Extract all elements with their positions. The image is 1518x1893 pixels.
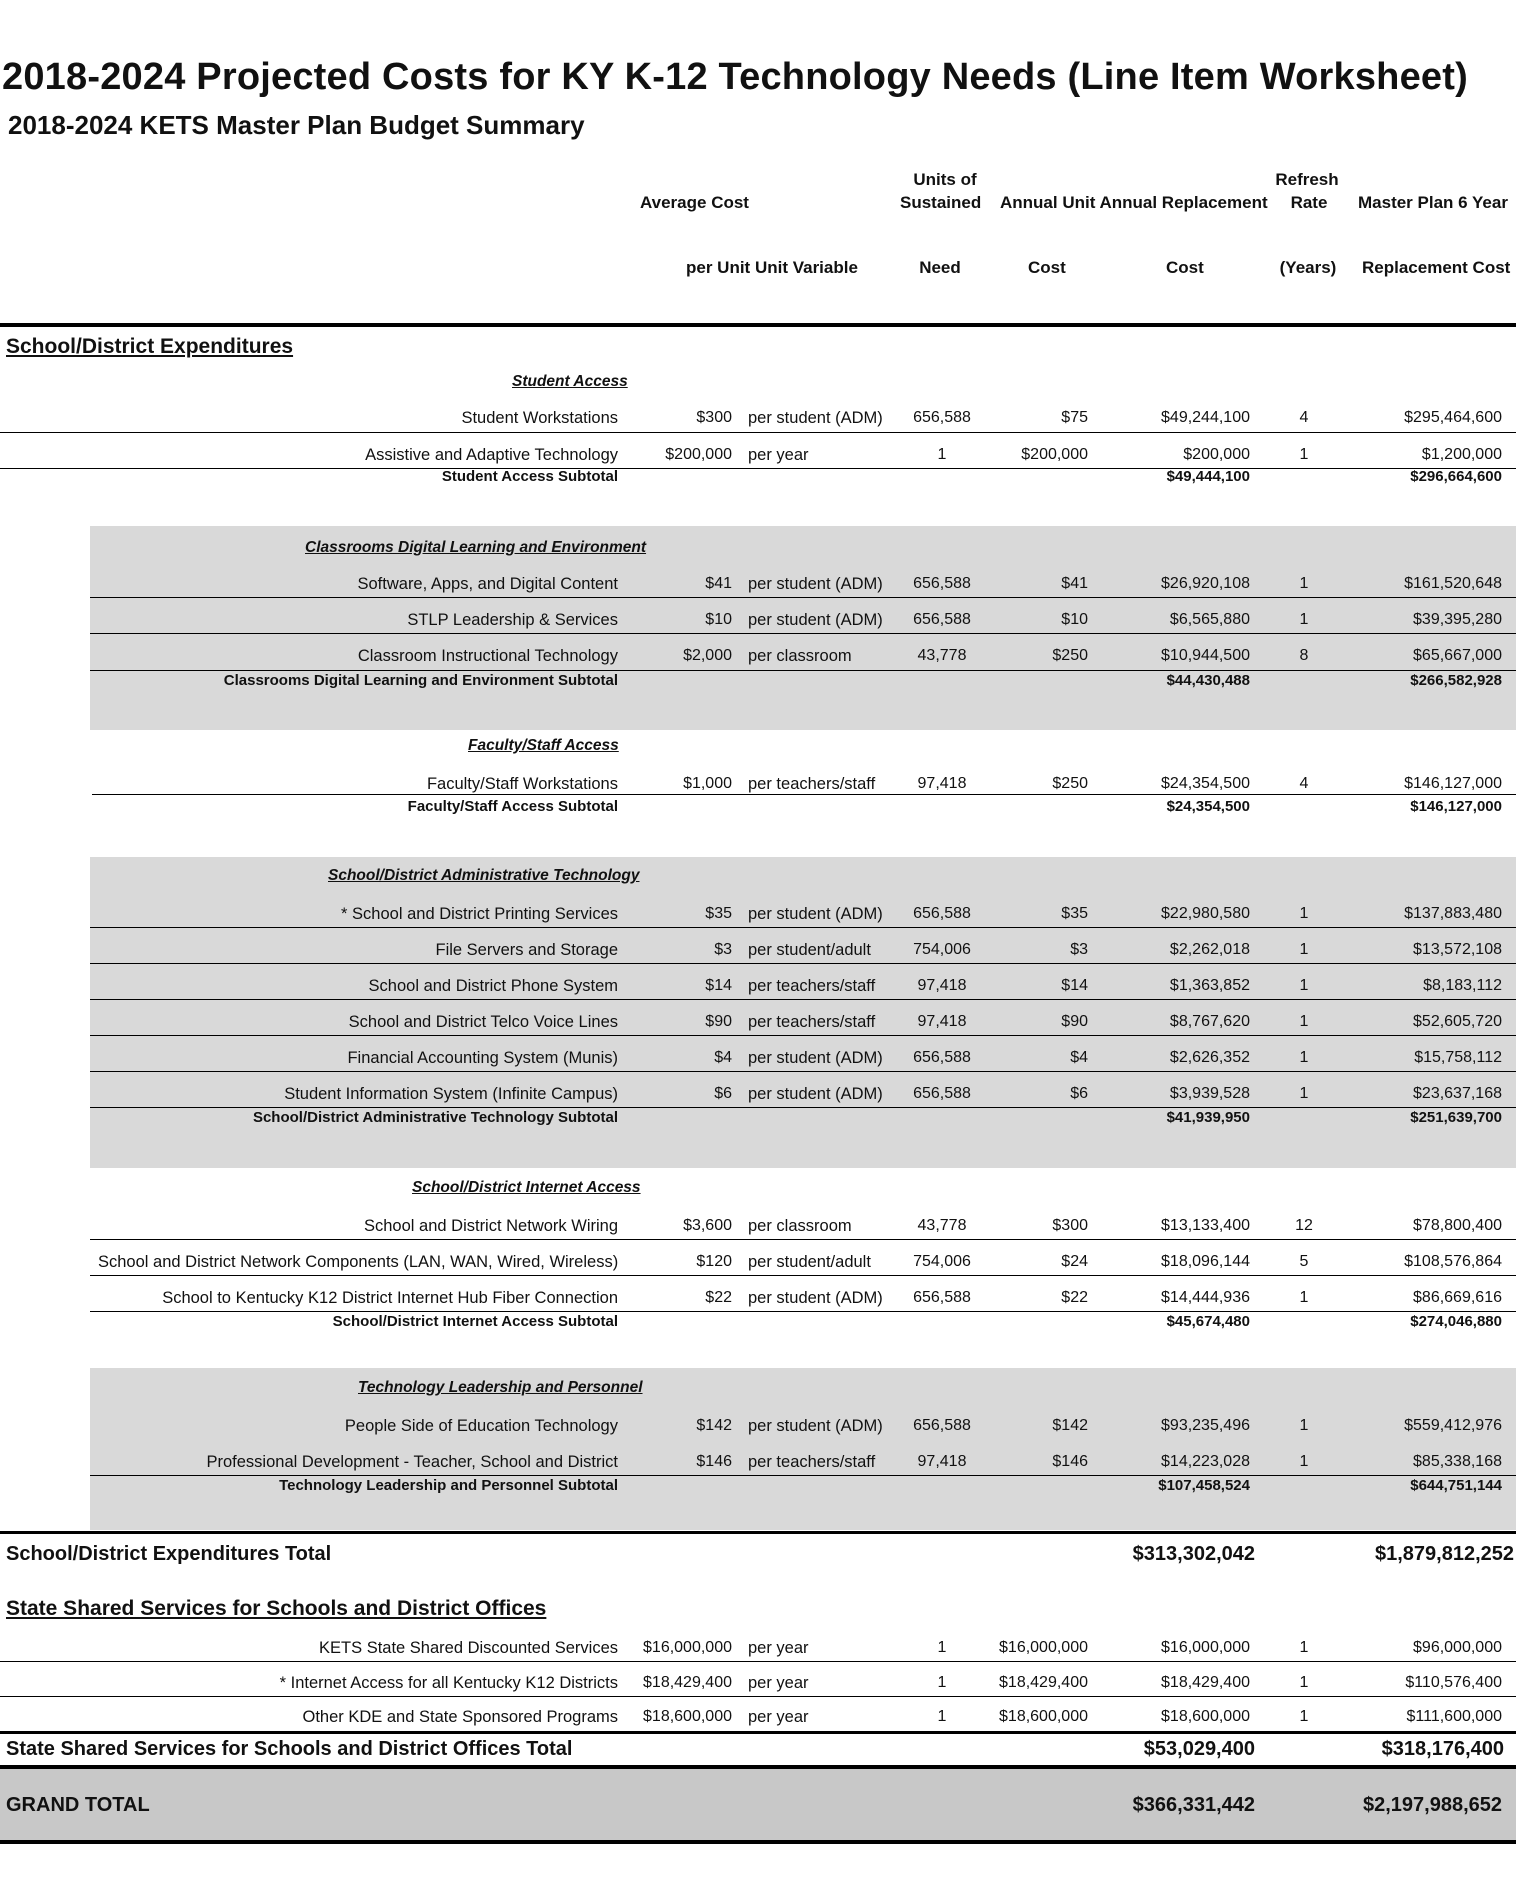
row-professional-development-teacher-school-and-district-label: Professional Development - Teacher, School and District [206, 1453, 618, 1471]
row-school-to-kentucky-k12-district-internet-hub-fiber-connection-annual-replacement-cost: $14,444,936 [1161, 1289, 1250, 1306]
header-refresh-line1: Refresh [1275, 170, 1339, 189]
row-classroom-instructional-technology-unit-variable: per classroom [748, 647, 852, 665]
row-stlp-leadership-services-annual-replacement-cost: $6,565,880 [1169, 611, 1250, 628]
row-faculty-staff-workstations-six-year-cost: $146,127,000 [1404, 775, 1502, 792]
row-faculty-staff-workstations-label: Faculty/Staff Workstations [426, 775, 618, 793]
grand-total-label: GRAND TOTAL [6, 1794, 150, 1816]
row-student-workstations-refresh-rate: 4 [1299, 409, 1309, 426]
row-student-workstations-average-cost: $300 [696, 409, 732, 426]
row-school-to-kentucky-k12-district-internet-hub-fiber-connection-label: School to Kentucky K12 District Internet Hub Fiber Connection [162, 1289, 618, 1307]
row-assistive-and-adaptive-technology-six-year-cost: $1,200,000 [1421, 446, 1502, 463]
state-row-other-kde-and-state-sponsored-programs-units-needed: 1 [937, 1708, 947, 1725]
subtotal-six-year-school-district-internet-access: $274,046,880 [1410, 1313, 1502, 1330]
row-school-to-kentucky-k12-district-internet-hub-fiber-connection-six-year-cost: $86,669,616 [1413, 1289, 1502, 1306]
header-refresh-line2: Rate [1290, 193, 1328, 212]
row-school-and-district-phone-system-units-needed: 97,418 [917, 977, 967, 994]
row-classroom-instructional-technology-label: Classroom Instructional Technology [357, 647, 618, 665]
row-school-and-district-telco-voice-lines-annual-unit-cost: $90 [1061, 1013, 1088, 1030]
row-faculty-staff-workstations-unit-variable: per teachers/staff [748, 775, 876, 793]
row-school-and-district-network-wiring-average-cost: $3,600 [683, 1217, 732, 1234]
header-average-cost: Average Cost [640, 193, 749, 212]
subtotal-annual-school-district-internet-access: $45,674,480 [1166, 1313, 1250, 1330]
subtotal-six-year-school-district-administrative-technology: $251,639,700 [1410, 1109, 1502, 1126]
row-classroom-instructional-technology-units-needed: 43,778 [917, 647, 967, 664]
category-faculty-staff-access: Faculty/Staff Access [468, 737, 619, 754]
row-school-and-district-network-components-lan-wan-wired-wireless-unit-variable: per student/adult [748, 1253, 871, 1271]
state-row-rule-0 [0, 1661, 1516, 1662]
category-school-district-administrative-technology: School/District Administrative Technology [328, 867, 640, 884]
row-assistive-and-adaptive-technology-annual-unit-cost: $200,000 [1021, 446, 1088, 463]
header-units-line1: Units of [913, 170, 977, 189]
grand-total-bottom-rule [0, 1840, 1516, 1844]
row-financial-accounting-system-munis-label: Financial Accounting System (Munis) [347, 1049, 618, 1067]
row-rule-school-district-administrative-technology-5 [90, 1107, 1516, 1108]
header-master-plan-line1: Master Plan 6 Year [1358, 193, 1508, 212]
subtotal-annual-technology-leadership-and-personnel: $107,458,524 [1158, 1477, 1250, 1494]
row-school-and-district-telco-voice-lines-annual-replacement-cost: $8,767,620 [1169, 1013, 1250, 1030]
row-people-side-of-education-technology-label: People Side of Education Technology [344, 1417, 618, 1435]
row-school-and-district-phone-system-refresh-rate: 1 [1299, 977, 1309, 994]
row-student-workstations-annual-replacement-cost: $49,244,100 [1161, 409, 1250, 426]
row-rule-school-district-internet-access-2 [90, 1311, 1516, 1312]
row-people-side-of-education-technology-six-year-cost: $559,412,976 [1404, 1417, 1502, 1434]
row-people-side-of-education-technology-annual-unit-cost: $142 [1052, 1417, 1088, 1434]
row-stlp-leadership-services-unit-variable: per student (ADM) [748, 611, 883, 629]
row-faculty-staff-workstations-refresh-rate: 4 [1299, 775, 1309, 792]
row-classroom-instructional-technology-six-year-cost: $65,667,000 [1413, 647, 1502, 664]
row-school-and-district-network-wiring-unit-variable: per classroom [748, 1217, 852, 1235]
header-rule [0, 323, 1516, 327]
row-file-servers-and-storage-average-cost: $3 [714, 941, 732, 958]
row-assistive-and-adaptive-technology-annual-replacement-cost: $200,000 [1183, 446, 1250, 463]
row-rule-classrooms-digital-learning-and-environment-1 [90, 633, 1516, 634]
grand-total-six-year: $2,197,988,652 [1362, 1794, 1502, 1816]
state-row-internet-access-for-all-kentucky-k12-districts-annual-replacement-cost: $18,429,400 [1161, 1674, 1250, 1691]
row-school-and-district-printing-services-annual-unit-cost: $35 [1061, 905, 1088, 922]
row-school-and-district-phone-system-six-year-cost: $8,183,112 [1423, 977, 1502, 994]
subtotal-label-faculty-staff-access: Faculty/Staff Access Subtotal [407, 798, 618, 815]
row-rule-classrooms-digital-learning-and-environment-2 [90, 670, 1516, 671]
row-software-apps-and-digital-content-six-year-cost: $161,520,648 [1404, 575, 1502, 592]
row-financial-accounting-system-munis-annual-unit-cost: $4 [1070, 1049, 1088, 1066]
row-student-workstations-annual-unit-cost: $75 [1061, 409, 1088, 426]
row-school-and-district-printing-services-average-cost: $35 [705, 905, 732, 922]
row-software-apps-and-digital-content-unit-variable: per student (ADM) [748, 575, 883, 593]
row-assistive-and-adaptive-technology-unit-variable: per year [748, 446, 809, 464]
row-school-and-district-printing-services-unit-variable: per student (ADM) [748, 905, 883, 923]
row-professional-development-teacher-school-and-district-annual-replacement-cost: $14,223,028 [1161, 1453, 1250, 1470]
row-stlp-leadership-services-annual-unit-cost: $10 [1061, 611, 1088, 628]
row-rule-school-district-internet-access-1 [90, 1275, 1516, 1276]
row-rule-classrooms-digital-learning-and-environment-0 [90, 597, 1516, 598]
row-stlp-leadership-services-label: STLP Leadership & Services [407, 611, 618, 629]
row-student-workstations-label: Student Workstations [461, 409, 618, 427]
row-student-information-system-infinite-campus-refresh-rate: 1 [1299, 1085, 1309, 1102]
row-software-apps-and-digital-content-annual-unit-cost: $41 [1061, 575, 1088, 592]
page-title: 2018-2024 Projected Costs for KY K-12 Technology Needs (Line Item Worksheet) [2, 56, 1468, 98]
row-school-and-district-phone-system-label: School and District Phone System [368, 977, 618, 995]
state-row-internet-access-for-all-kentucky-k12-districts-six-year-cost: $110,576,400 [1405, 1674, 1502, 1691]
state-row-kets-state-shared-discounted-services-refresh-rate: 1 [1299, 1639, 1309, 1656]
row-school-and-district-network-wiring-units-needed: 43,778 [917, 1217, 967, 1234]
row-financial-accounting-system-munis-six-year-cost: $15,758,112 [1414, 1049, 1502, 1066]
subtotal-label-school-district-administrative-technology: School/District Administrative Technology Subtotal [252, 1109, 618, 1126]
row-classroom-instructional-technology-annual-replacement-cost: $10,944,500 [1161, 647, 1250, 664]
state-total-six-year: $318,176,400 [1381, 1738, 1504, 1760]
row-professional-development-teacher-school-and-district-unit-variable: per teachers/staff [748, 1453, 876, 1471]
row-stlp-leadership-services-average-cost: $10 [705, 611, 732, 628]
state-row-other-kde-and-state-sponsored-programs-average-cost: $18,600,000 [643, 1708, 732, 1725]
state-row-internet-access-for-all-kentucky-k12-districts-average-cost: $18,429,400 [643, 1674, 732, 1691]
row-assistive-and-adaptive-technology-average-cost: $200,000 [665, 446, 732, 463]
row-school-and-district-network-components-lan-wan-wired-wireless-six-year-cost: $108,576,864 [1404, 1253, 1502, 1270]
row-rule-school-district-administrative-technology-3 [90, 1035, 1516, 1036]
row-people-side-of-education-technology-average-cost: $142 [696, 1417, 732, 1434]
state-total-rule [0, 1731, 1516, 1734]
row-school-and-district-telco-voice-lines-six-year-cost: $52,605,720 [1413, 1013, 1502, 1030]
row-school-and-district-telco-voice-lines-units-needed: 97,418 [917, 1013, 967, 1030]
state-row-kets-state-shared-discounted-services-annual-replacement-cost: $16,000,000 [1161, 1639, 1250, 1656]
row-school-and-district-network-components-lan-wan-wired-wireless-annual-unit-cost: $24 [1061, 1253, 1088, 1270]
row-file-servers-and-storage-unit-variable: per student/adult [748, 941, 871, 959]
subtotal-label-classrooms-digital-learning-and-environment: Classrooms Digital Learning and Environment Subtotal [223, 672, 618, 689]
row-faculty-staff-workstations-average-cost: $1,000 [683, 775, 732, 792]
row-school-and-district-phone-system-annual-replacement-cost: $1,363,852 [1169, 977, 1250, 994]
row-rule-technology-leadership-and-personnel-0 [90, 1475, 1516, 1476]
row-financial-accounting-system-munis-average-cost: $4 [714, 1049, 732, 1066]
row-professional-development-teacher-school-and-district-refresh-rate: 1 [1299, 1453, 1309, 1470]
row-stlp-leadership-services-refresh-rate: 1 [1299, 611, 1309, 628]
row-student-information-system-infinite-campus-annual-replacement-cost: $3,939,528 [1169, 1085, 1250, 1102]
row-software-apps-and-digital-content-annual-replacement-cost: $26,920,108 [1161, 575, 1250, 592]
row-school-to-kentucky-k12-district-internet-hub-fiber-connection-units-needed: 656,588 [913, 1289, 971, 1306]
category-classrooms-digital-learning-and-environment: Classrooms Digital Learning and Environment [305, 539, 647, 556]
state-row-other-kde-and-state-sponsored-programs-refresh-rate: 1 [1299, 1708, 1309, 1725]
row-financial-accounting-system-munis-refresh-rate: 1 [1299, 1049, 1309, 1066]
row-software-apps-and-digital-content-units-needed: 656,588 [913, 575, 971, 592]
row-student-information-system-infinite-campus-unit-variable: per student (ADM) [748, 1085, 883, 1103]
state-total-annual: $53,029,400 [1143, 1738, 1255, 1760]
section-heading-state: State Shared Services for Schools and District Offices [6, 1597, 547, 1620]
school-district-total-annual: $313,302,042 [1132, 1543, 1255, 1565]
row-student-information-system-infinite-campus-six-year-cost: $23,637,168 [1413, 1085, 1502, 1102]
subtotal-six-year-technology-leadership-and-personnel: $644,751,144 [1410, 1477, 1502, 1494]
row-rule-school-district-administrative-technology-4 [90, 1071, 1516, 1072]
section-heading-school-district: School/District Expenditures [6, 335, 294, 358]
grand-total-annual: $366,331,442 [1132, 1794, 1255, 1816]
header-units-line3: Need [919, 258, 961, 277]
row-people-side-of-education-technology-annual-replacement-cost: $93,235,496 [1161, 1417, 1250, 1434]
subtotal-six-year-classrooms-digital-learning-and-environment: $266,582,928 [1410, 672, 1502, 689]
row-school-to-kentucky-k12-district-internet-hub-fiber-connection-annual-unit-cost: $22 [1061, 1289, 1088, 1306]
state-row-other-kde-and-state-sponsored-programs-six-year-cost: $111,600,000 [1406, 1708, 1502, 1725]
row-file-servers-and-storage-units-needed: 754,006 [913, 941, 971, 958]
row-rule-student-access-0 [0, 432, 1516, 433]
row-school-and-district-network-components-lan-wan-wired-wireless-annual-replacement-cost: $18,096,144 [1161, 1253, 1250, 1270]
row-professional-development-teacher-school-and-district-annual-unit-cost: $146 [1052, 1453, 1088, 1470]
state-row-internet-access-for-all-kentucky-k12-districts-label: * Internet Access for all Kentucky K12 Districts [279, 1674, 618, 1692]
subtotal-annual-faculty-staff-access: $24,354,500 [1166, 798, 1250, 815]
row-school-and-district-network-components-lan-wan-wired-wireless-refresh-rate: 5 [1299, 1253, 1309, 1270]
row-school-and-district-network-components-lan-wan-wired-wireless-average-cost: $120 [696, 1253, 732, 1270]
state-row-kets-state-shared-discounted-services-unit-variable: per year [748, 1639, 809, 1657]
row-rule-school-district-administrative-technology-1 [90, 963, 1516, 964]
row-school-and-district-network-components-lan-wan-wired-wireless-units-needed: 754,006 [913, 1253, 971, 1270]
header-units-line2: Sustained [900, 193, 982, 212]
state-row-kets-state-shared-discounted-services-average-cost: $16,000,000 [643, 1639, 732, 1656]
row-school-and-district-printing-services-refresh-rate: 1 [1299, 905, 1309, 922]
row-software-apps-and-digital-content-label: Software, Apps, and Digital Content [357, 575, 618, 593]
row-school-and-district-printing-services-label: * School and District Printing Services [341, 905, 618, 923]
row-student-workstations-units-needed: 656,588 [913, 409, 971, 426]
row-school-to-kentucky-k12-district-internet-hub-fiber-connection-refresh-rate: 1 [1299, 1289, 1309, 1306]
subtotal-six-year-faculty-staff-access: $146,127,000 [1410, 798, 1502, 815]
subtotal-annual-school-district-administrative-technology: $41,939,950 [1166, 1109, 1250, 1126]
row-financial-accounting-system-munis-annual-replacement-cost: $2,626,352 [1169, 1049, 1250, 1066]
row-student-workstations-six-year-cost: $295,464,600 [1404, 409, 1502, 426]
row-school-and-district-phone-system-average-cost: $14 [705, 977, 732, 994]
state-row-internet-access-for-all-kentucky-k12-districts-unit-variable: per year [748, 1674, 809, 1692]
row-classroom-instructional-technology-annual-unit-cost: $250 [1052, 647, 1088, 664]
row-school-and-district-telco-voice-lines-unit-variable: per teachers/staff [748, 1013, 876, 1031]
row-rule-school-district-internet-access-0 [90, 1239, 1516, 1240]
subtotal-six-year-student-access: $296,664,600 [1410, 468, 1502, 485]
header-annual-unit-replacement: Annual Unit Annual Replacement [1000, 193, 1268, 212]
row-student-information-system-infinite-campus-label: Student Information System (Infinite Campus) [284, 1085, 618, 1103]
row-school-and-district-network-wiring-label: School and District Network Wiring [364, 1217, 618, 1235]
state-row-other-kde-and-state-sponsored-programs-annual-replacement-cost: $18,600,000 [1161, 1708, 1250, 1725]
row-school-and-district-network-components-lan-wan-wired-wireless-label: School and District Network Components (LAN, WAN, Wired, Wireless) [98, 1253, 619, 1271]
row-rule-faculty-staff-access-0 [92, 794, 1516, 795]
subtotal-annual-classrooms-digital-learning-and-environment: $44,430,488 [1166, 672, 1250, 689]
row-school-and-district-network-wiring-refresh-rate: 12 [1295, 1217, 1313, 1234]
row-people-side-of-education-technology-unit-variable: per student (ADM) [748, 1417, 883, 1435]
grand-total-top-rule [0, 1765, 1516, 1769]
row-school-and-district-printing-services-annual-replacement-cost: $22,980,580 [1161, 905, 1250, 922]
row-file-servers-and-storage-refresh-rate: 1 [1299, 941, 1309, 958]
header-annual-unit-cost: Cost [1028, 258, 1066, 277]
row-student-workstations-unit-variable: per student (ADM) [748, 409, 883, 427]
school-district-total-rule [0, 1531, 1516, 1534]
row-school-and-district-printing-services-six-year-cost: $137,883,480 [1404, 905, 1502, 922]
row-school-and-district-telco-voice-lines-average-cost: $90 [705, 1013, 732, 1030]
school-district-total-label: School/District Expenditures Total [6, 1543, 332, 1565]
state-row-internet-access-for-all-kentucky-k12-districts-annual-unit-cost: $18,429,400 [999, 1674, 1088, 1691]
row-school-and-district-telco-voice-lines-refresh-rate: 1 [1299, 1013, 1309, 1030]
row-school-and-district-network-wiring-annual-unit-cost: $300 [1052, 1217, 1088, 1234]
row-school-and-district-network-wiring-annual-replacement-cost: $13,133,400 [1161, 1217, 1250, 1234]
row-people-side-of-education-technology-refresh-rate: 1 [1299, 1417, 1309, 1434]
row-faculty-staff-workstations-annual-unit-cost: $250 [1052, 775, 1088, 792]
state-row-kets-state-shared-discounted-services-label: KETS State Shared Discounted Services [319, 1639, 618, 1657]
header-master-plan-line2: Replacement Cost [1362, 258, 1511, 277]
row-stlp-leadership-services-six-year-cost: $39,395,280 [1413, 611, 1502, 628]
state-row-other-kde-and-state-sponsored-programs-annual-unit-cost: $18,600,000 [999, 1708, 1088, 1725]
row-school-and-district-phone-system-unit-variable: per teachers/staff [748, 977, 876, 995]
state-row-internet-access-for-all-kentucky-k12-districts-units-needed: 1 [937, 1674, 947, 1691]
state-row-other-kde-and-state-sponsored-programs-label: Other KDE and State Sponsored Programs [302, 1708, 618, 1726]
row-file-servers-and-storage-label: File Servers and Storage [435, 941, 618, 959]
row-faculty-staff-workstations-units-needed: 97,418 [917, 775, 967, 792]
row-financial-accounting-system-munis-unit-variable: per student (ADM) [748, 1049, 883, 1067]
row-people-side-of-education-technology-units-needed: 656,588 [913, 1417, 971, 1434]
row-file-servers-and-storage-annual-replacement-cost: $2,262,018 [1169, 941, 1250, 958]
row-professional-development-teacher-school-and-district-six-year-cost: $85,338,168 [1413, 1453, 1502, 1470]
row-stlp-leadership-services-units-needed: 656,588 [913, 611, 971, 628]
row-faculty-staff-workstations-annual-replacement-cost: $24,354,500 [1161, 775, 1250, 792]
row-school-to-kentucky-k12-district-internet-hub-fiber-connection-average-cost: $22 [705, 1289, 732, 1306]
category-student-access: Student Access [512, 373, 628, 390]
state-row-kets-state-shared-discounted-services-annual-unit-cost: $16,000,000 [999, 1639, 1088, 1656]
state-total-label: State Shared Services for Schools and District Offices Total [6, 1738, 573, 1760]
row-financial-accounting-system-munis-units-needed: 656,588 [913, 1049, 971, 1066]
row-classroom-instructional-technology-average-cost: $2,000 [683, 647, 732, 664]
subtotal-label-student-access: Student Access Subtotal [441, 468, 618, 485]
row-student-information-system-infinite-campus-units-needed: 656,588 [913, 1085, 971, 1102]
subtotal-label-technology-leadership-and-personnel: Technology Leadership and Personnel Subtotal [279, 1477, 618, 1494]
row-software-apps-and-digital-content-refresh-rate: 1 [1299, 575, 1309, 592]
row-school-and-district-printing-services-units-needed: 656,588 [913, 905, 971, 922]
row-assistive-and-adaptive-technology-refresh-rate: 1 [1299, 446, 1309, 463]
state-row-other-kde-and-state-sponsored-programs-unit-variable: per year [748, 1708, 809, 1726]
row-professional-development-teacher-school-and-district-units-needed: 97,418 [917, 1453, 967, 1470]
row-school-and-district-phone-system-annual-unit-cost: $14 [1061, 977, 1088, 994]
row-student-information-system-infinite-campus-average-cost: $6 [714, 1085, 732, 1102]
group-background-leadership [90, 1368, 1516, 1530]
state-row-kets-state-shared-discounted-services-units-needed: 1 [937, 1639, 947, 1656]
row-school-and-district-telco-voice-lines-label: School and District Telco Voice Lines [348, 1013, 618, 1031]
state-row-kets-state-shared-discounted-services-six-year-cost: $96,000,000 [1413, 1639, 1502, 1656]
row-school-and-district-network-wiring-six-year-cost: $78,800,400 [1413, 1217, 1502, 1234]
row-school-to-kentucky-k12-district-internet-hub-fiber-connection-unit-variable: per student (ADM) [748, 1289, 883, 1307]
row-professional-development-teacher-school-and-district-average-cost: $146 [696, 1453, 732, 1470]
row-rule-school-district-administrative-technology-2 [90, 999, 1516, 1000]
state-row-internet-access-for-all-kentucky-k12-districts-refresh-rate: 1 [1299, 1674, 1309, 1691]
header-annual-replacement-cost: Cost [1166, 258, 1204, 277]
row-file-servers-and-storage-six-year-cost: $13,572,108 [1413, 941, 1502, 958]
row-software-apps-and-digital-content-average-cost: $41 [705, 575, 732, 592]
page-subtitle: 2018-2024 KETS Master Plan Budget Summary [8, 110, 585, 140]
row-assistive-and-adaptive-technology-label: Assistive and Adaptive Technology [365, 446, 618, 464]
row-student-information-system-infinite-campus-annual-unit-cost: $6 [1070, 1085, 1088, 1102]
subtotal-annual-student-access: $49,444,100 [1166, 468, 1250, 485]
category-school-district-internet-access: School/District Internet Access [412, 1179, 641, 1196]
row-rule-school-district-administrative-technology-0 [90, 927, 1516, 928]
row-file-servers-and-storage-annual-unit-cost: $3 [1070, 941, 1088, 958]
row-assistive-and-adaptive-technology-units-needed: 1 [937, 446, 947, 463]
subtotal-label-school-district-internet-access: School/District Internet Access Subtotal [332, 1313, 618, 1330]
school-district-total-six-year: $1,879,812,252 [1374, 1543, 1514, 1565]
row-classroom-instructional-technology-refresh-rate: 8 [1299, 647, 1309, 664]
state-row-rule-1 [0, 1696, 1516, 1697]
header-per-unit-variable: per Unit Unit Variable [686, 258, 858, 277]
category-technology-leadership-and-personnel: Technology Leadership and Personnel [358, 1379, 643, 1396]
header-refresh-line3: (Years) [1279, 258, 1337, 277]
